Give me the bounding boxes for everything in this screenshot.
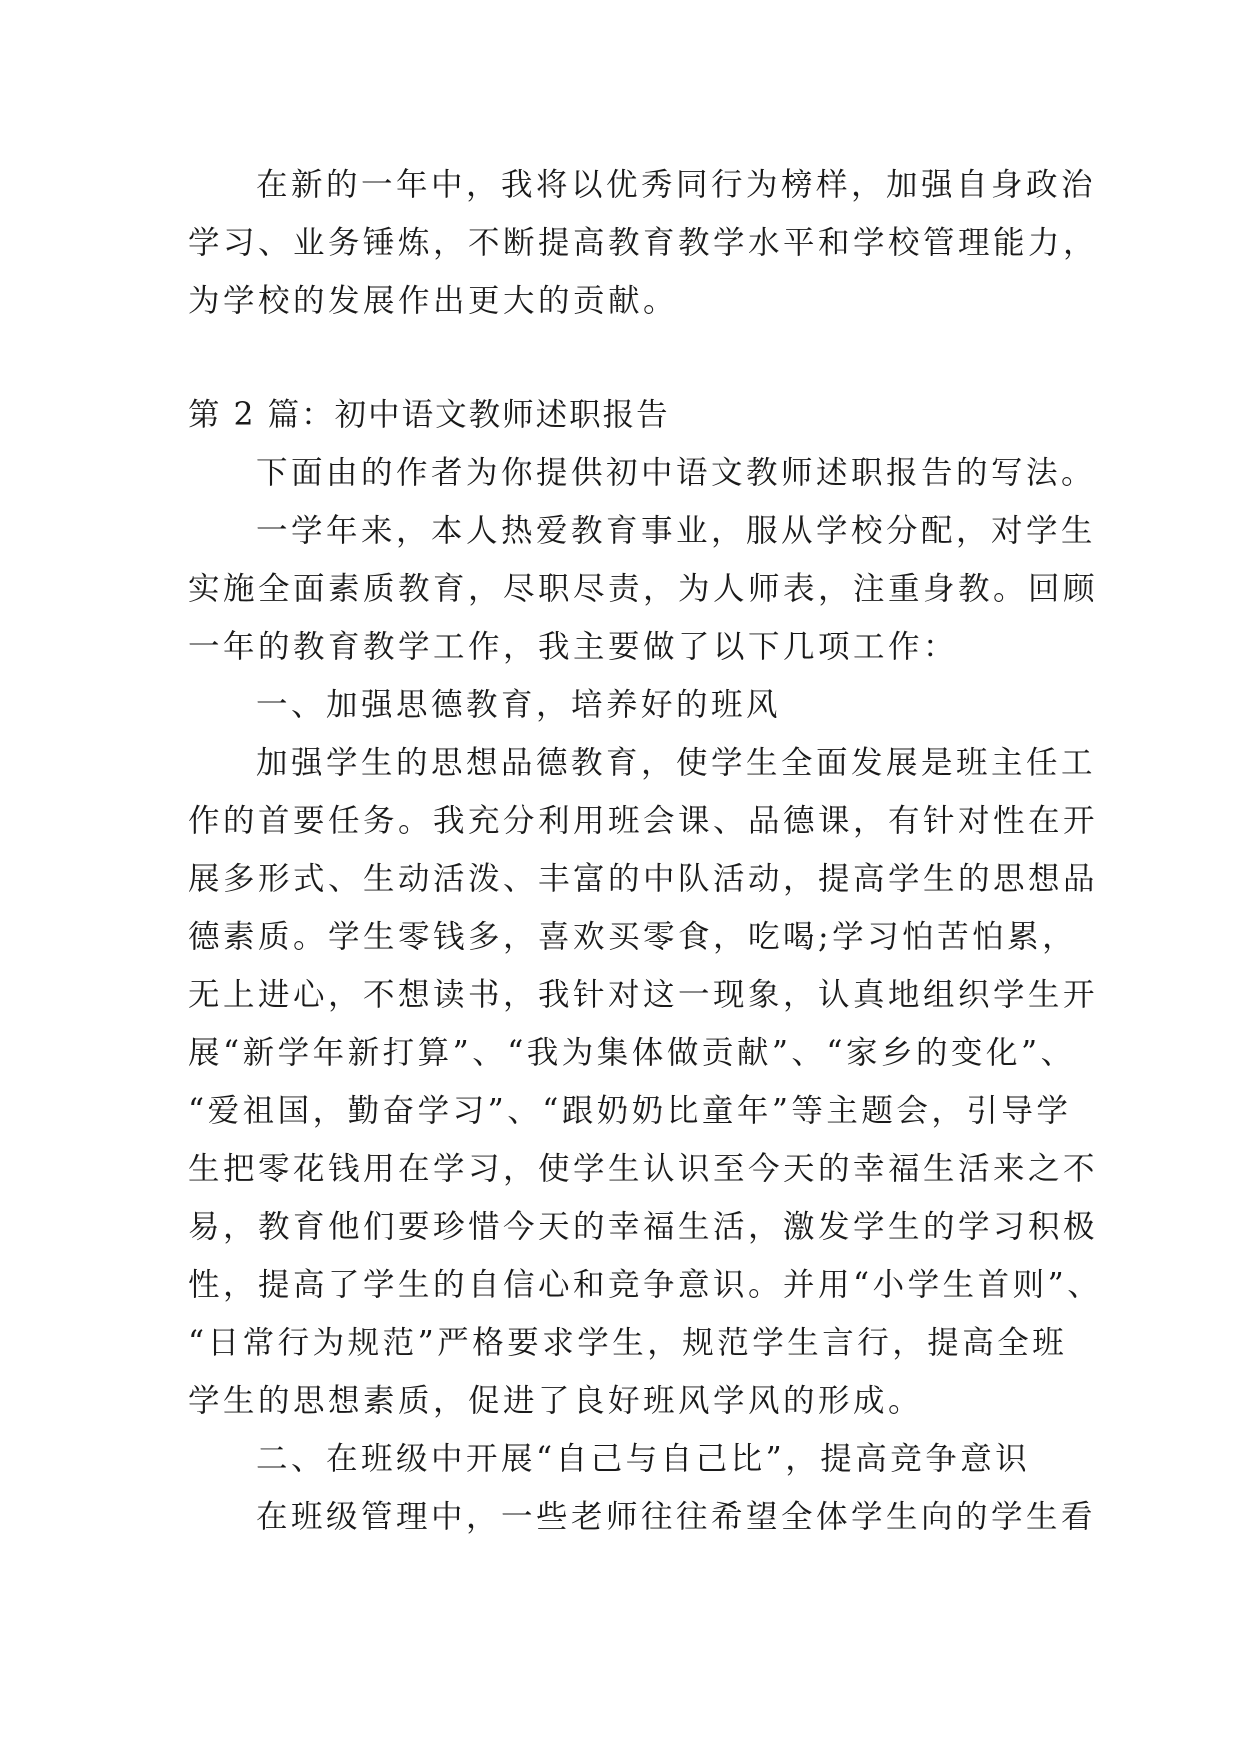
paragraph-line: “爱祖国，勤奋学习”、“跟奶奶比童年”等主题会，引导学 (188, 1093, 1072, 1129)
paragraph-line: 下面由的作者为你提供初中语文教师述职报告的写法。 (256, 455, 1097, 491)
paragraph-line: 加强学生的思想品德教育，使学生全面发展是班主任工 (256, 745, 1097, 781)
paragraph-line: 易，教育他们要珍惜今天的幸福生活，激发学生的学习积极 (188, 1209, 1099, 1245)
paragraph-line: 展“新学年新打算”、“我为集体做贡献”、“家乡的变化”、 (188, 1035, 1076, 1071)
section-heading: 第 2 篇：初中语文教师述职报告 (188, 397, 670, 433)
paragraph-line: 性，提高了学生的自信心和竞争意识。并用“小学生首则”、 (188, 1267, 1103, 1303)
paragraph-line: 为学校的发展作出更大的贡献。 (188, 283, 679, 319)
paragraph-line: 学习、业务锤炼，不断提高教育教学水平和学校管理能力， (188, 225, 1099, 261)
paragraph-line: 学生的思想素质，促进了良好班风学风的形成。 (188, 1383, 924, 1419)
paragraph-line: 无上进心，不想读书，我针对这一现象，认真地组织学生开 (188, 977, 1099, 1013)
subheading-2: 二、在班级中开展“自己与自己比”，提高竞争意识 (256, 1441, 1031, 1477)
paragraph-line: 作的首要任务。我充分利用班会课、品德课，有针对性在开 (188, 803, 1099, 839)
paragraph-line: 在新的一年中，我将以优秀同行为榜样，加强自身政治 (256, 167, 1097, 203)
paragraph-line: 展多形式、生动活泼、丰富的中队活动，提高学生的思想品 (188, 861, 1099, 897)
paragraph-line: 一年的教育教学工作，我主要做了以下几项工作： (188, 629, 959, 665)
subheading-1: 一、加强思德教育，培养好的班风 (256, 687, 782, 723)
paragraph-line: 在班级管理中，一些老师往往希望全体学生向的学生看 (256, 1499, 1097, 1535)
paragraph-line: “日常行为规范”严格要求学生，规范学生言行，提高全班 (188, 1325, 1068, 1361)
paragraph-line: 一学年来，本人热爱教育事业，服从学校分配，对学生 (256, 513, 1097, 549)
paragraph-line: 德素质。学生零钱多，喜欢买零食，吃喝;学习怕苦怕累， (188, 919, 1078, 955)
paragraph-line: 生把零花钱用在学习，使学生认识至今天的幸福生活来之不 (188, 1151, 1099, 1187)
paragraph-line: 实施全面素质教育，尽职尽责，为人师表，注重身教。回顾 (188, 571, 1099, 607)
